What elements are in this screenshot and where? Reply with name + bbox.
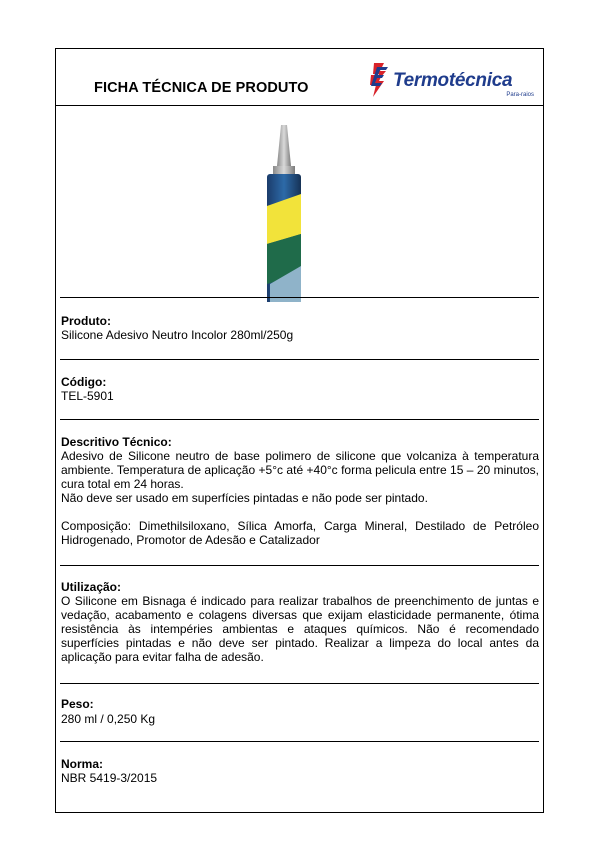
- technical-description-label: Descritivo Técnico:: [61, 435, 172, 449]
- page-title: FICHA TÉCNICA DE PRODUTO: [94, 80, 309, 96]
- divider: [60, 297, 539, 298]
- divider: [60, 565, 539, 566]
- datasheet-frame: [55, 48, 544, 813]
- composition-paragraph: Composição: Dimethilsiloxano, Sílica Amorfa, Carga Mineral, Destilado de Petróleo Hidrogenado, Promotor de Adesão e Catalizador: [61, 519, 539, 547]
- code-label: Código:: [61, 375, 107, 389]
- header: [56, 49, 543, 106]
- lightning-te-monogram-icon: [368, 61, 394, 99]
- logo-tagline: Para-raios: [506, 92, 534, 98]
- usage-label: Utilização:: [61, 580, 122, 594]
- product-image-area: [56, 106, 543, 302]
- divider: [60, 419, 539, 420]
- divider: [60, 741, 539, 742]
- technical-description-paragraph: Adesivo de Silicone neutro de base polimero de silicone que volcaniza à temperatura ambiente. Temperatura de aplicação +5°c até +40°c forma pelicula entre 15 – 20 minutos, cura total em 24 horas.: [61, 449, 539, 491]
- weight-value: 280 ml / 0,250 Kg: [61, 712, 156, 726]
- company-logo: [368, 61, 538, 101]
- divider: [60, 359, 539, 360]
- weight-label: Peso:: [61, 697, 94, 711]
- logo-wordmark: Termotécnica: [393, 70, 513, 91]
- product-value: Silicone Adesivo Neutro Incolor 280ml/250g: [61, 328, 294, 342]
- silicone-cartridge-image: [56, 106, 545, 302]
- product-label: Produto:: [61, 314, 111, 328]
- standard-label: Norma:: [61, 757, 104, 771]
- technical-description-text: [61, 449, 539, 547]
- standard-value: NBR 5419-3/2015: [61, 771, 158, 785]
- technical-description-paragraph: Não deve ser usado em superfícies pintadas e não pode ser pintado.: [61, 491, 428, 505]
- usage-text: O Silicone em Bisnaga é indicado para realizar trabalhos de preenchimento de juntas e vedação, acabamento e colagens diversas que exijam elasticidade permanente, ótima resistência às intempéries ambientas e ataques químicos. Não é recomendado superfícies pintadas e não deve ser pintado. Realizar a limpeza do local antes da aplicação para evitar falha de adesão.: [61, 594, 539, 664]
- code-value: TEL-5901: [61, 389, 114, 403]
- divider: [60, 683, 539, 684]
- spacer: [61, 505, 539, 519]
